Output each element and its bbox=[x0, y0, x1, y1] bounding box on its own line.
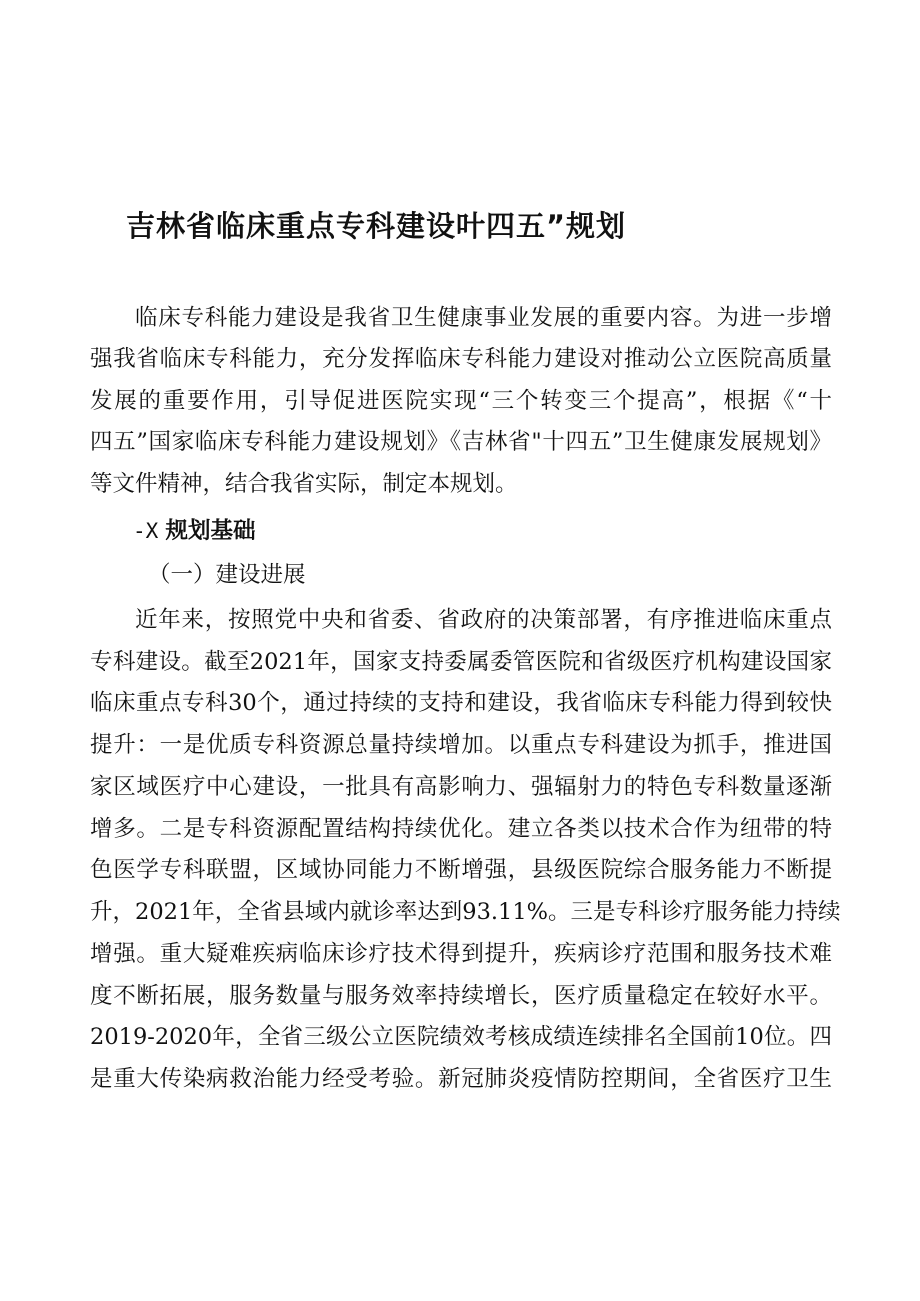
section-number: -X bbox=[133, 519, 159, 543]
paragraph-line: 近年来，按照党中央和省委、省政府的决策部署，有序推进临床重点 bbox=[135, 607, 832, 633]
paragraph-line: 色医学专科联盟，区域协同能力不断增强，县级医院综合服务能力不断提 bbox=[90, 857, 832, 883]
paragraph-line: 强我省临床专科能力，充分发挥临床专科能力建设对推动公立医院高质量 bbox=[90, 346, 832, 372]
paragraph-line: 家区域医疗中心建设，一批具有高影响力、强辐射力的特色专科数量逐渐 bbox=[90, 774, 832, 800]
paragraph-line: 等文件精神，结合我省实际，制定本规划。 bbox=[90, 471, 518, 497]
paragraph-line: 增多。二是专科资源配置结构持续优化。建立各类以技术合作为纽带的特 bbox=[90, 816, 832, 842]
paragraph-line: 2019-2020年，全省三级公立医院绩效考核成绩连续排名全国前10位。四 bbox=[90, 1024, 832, 1050]
subsection-heading: （一）建设进展 bbox=[148, 562, 306, 588]
section-heading bbox=[133, 514, 255, 548]
paragraph-line: 是重大传染病救治能力经受考验。新冠肺炎疫情防控期间，全省医疗卫生 bbox=[90, 1066, 832, 1092]
section-title: 规划基础 bbox=[165, 518, 256, 544]
paragraph-line: 临床专科能力建设是我省卫生健康事业发展的重要内容。为进一步增 bbox=[135, 305, 832, 331]
paragraph-line: 四五”国家临床专科能力建设规划》《吉林省"十四五”卫生健康发展规划》 bbox=[90, 429, 832, 455]
document-title: 吉林省临床重点专科建设叶四五”规划 bbox=[126, 209, 627, 243]
paragraph-line: 增强。重大疑难疾病临床诊疗技术得到提升，疾病诊疗范围和服务技术难 bbox=[90, 941, 832, 967]
paragraph-line: 临床重点专科30个，通过持续的支持和建设，我省临床专科能力得到较快 bbox=[90, 690, 832, 716]
paragraph-line: 专科建设。截至2021年，国家支持委属委管医院和省级医疗机构建设国家 bbox=[90, 649, 832, 675]
paragraph-line: 度不断拓展，服务数量与服务效率持续增长，医疗质量稳定在较好水平。 bbox=[90, 983, 832, 1009]
paragraph-line: 发展的重要作用，引导促进医院实现“三个转变三个提高”，根据《“十 bbox=[90, 388, 832, 414]
paragraph-line: 提升：一是优质专科资源总量持续增加。以重点专科建设为抓手，推进国 bbox=[90, 732, 832, 758]
paragraph-line: 升，2021年，全省县域内就诊率达到93.11%。三是专科诊疗服务能力持续 bbox=[90, 899, 841, 925]
